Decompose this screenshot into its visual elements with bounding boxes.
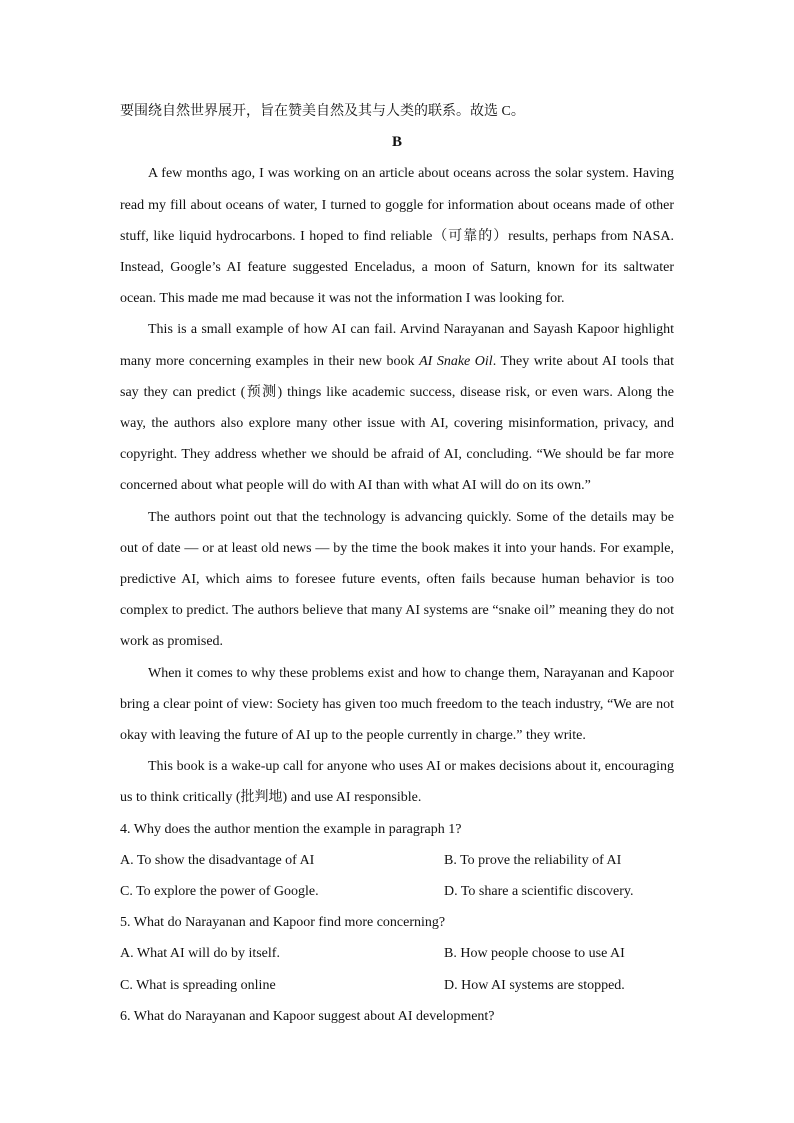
paragraph-2-after: . They write about AI tools that say they can predict (预测) things like academic success, disease risk, or even wars. Along the way, the authors also explore many other issue with AI, covering misinformation, privacy, and copyright. They address whether we should be afraid of AI, concluding. “We should be far more concerned about what people will do with AI than with what AI will do on its own.” xyxy=(120,353,674,494)
paragraph-3: The authors point out that the technology is advancing quickly. Some of the details may be out of date — or at least old news — by the time the book makes it into your hands. For example, predictive AI, which aims to foresee future events, often fails because human behavior is too complex to predict. The authors believe that many AI systems are “snake oil” meaning they do not work as promised. xyxy=(120,509,674,650)
question-6-stem: 6. What do Narayanan and Kapoor suggest about AI development? xyxy=(120,1008,495,1024)
question-5-stem: 5. What do Narayanan and Kapoor find more concerning? xyxy=(120,915,446,931)
question-5-option-a: A. What AI will do by itself. xyxy=(120,946,280,962)
question-5-option-c: C. What is spreading online xyxy=(120,977,276,993)
paragraph-2 xyxy=(120,314,674,501)
paragraph-5: This book is a wake-up call for anyone who uses AI or makes decisions about it, encouraging us to think critically (批判地) and use AI responsible. xyxy=(120,759,674,806)
question-4-option-d: D. To share a scientific discovery. xyxy=(444,884,634,900)
question-5-option-d: D. How AI systems are stopped. xyxy=(444,977,625,993)
paragraph-1: A few months ago, I was working on an article about oceans across the solar system. Having read my fill about oceans of water, I turned to goggle for information about oceans made of other stuff, like liquid hydrocarbons. I hoped to find reliable（可靠的）results, perhaps from NASA. Instead, Google’s AI feature suggested Enceladus, a moon of Saturn, known for its saltwater ocean. This made me mad because it was not the information I was looking for. xyxy=(120,166,674,307)
question-4-options xyxy=(120,845,674,907)
question-4-stem: 4. Why does the author mention the example in paragraph 1? xyxy=(120,821,462,837)
section-heading: B xyxy=(391,134,402,151)
question-4-option-a: A. To show the disadvantage of AI xyxy=(120,852,315,868)
book-title: AI Snake Oil xyxy=(419,353,493,369)
question-5-option-b: B. How people choose to use AI xyxy=(444,946,625,962)
question-4-option-b: B. To prove the reliability of AI xyxy=(444,852,622,868)
question-5-options xyxy=(120,938,674,1000)
intro-line: 要围绕自然世界展开，旨在赞美自然及其与人类的联系。故选 C。 xyxy=(120,104,525,119)
document-page xyxy=(120,96,674,1032)
question-4-option-c: C. To explore the power of Google. xyxy=(120,884,319,900)
paragraph-4: When it comes to why these problems exist and how to change them, Narayanan and Kapoor bring a clear point of view: Society has given too much freedom to the teach industry, “We are not okay with leaving the future of AI up to the people currently in charge.” they write. xyxy=(120,665,674,744)
paragraph-2-before: This is a small example of how AI can fail. Arvind Narayanan and Sayash Kapoor highlight many more concerning examples in their new book xyxy=(120,322,674,369)
